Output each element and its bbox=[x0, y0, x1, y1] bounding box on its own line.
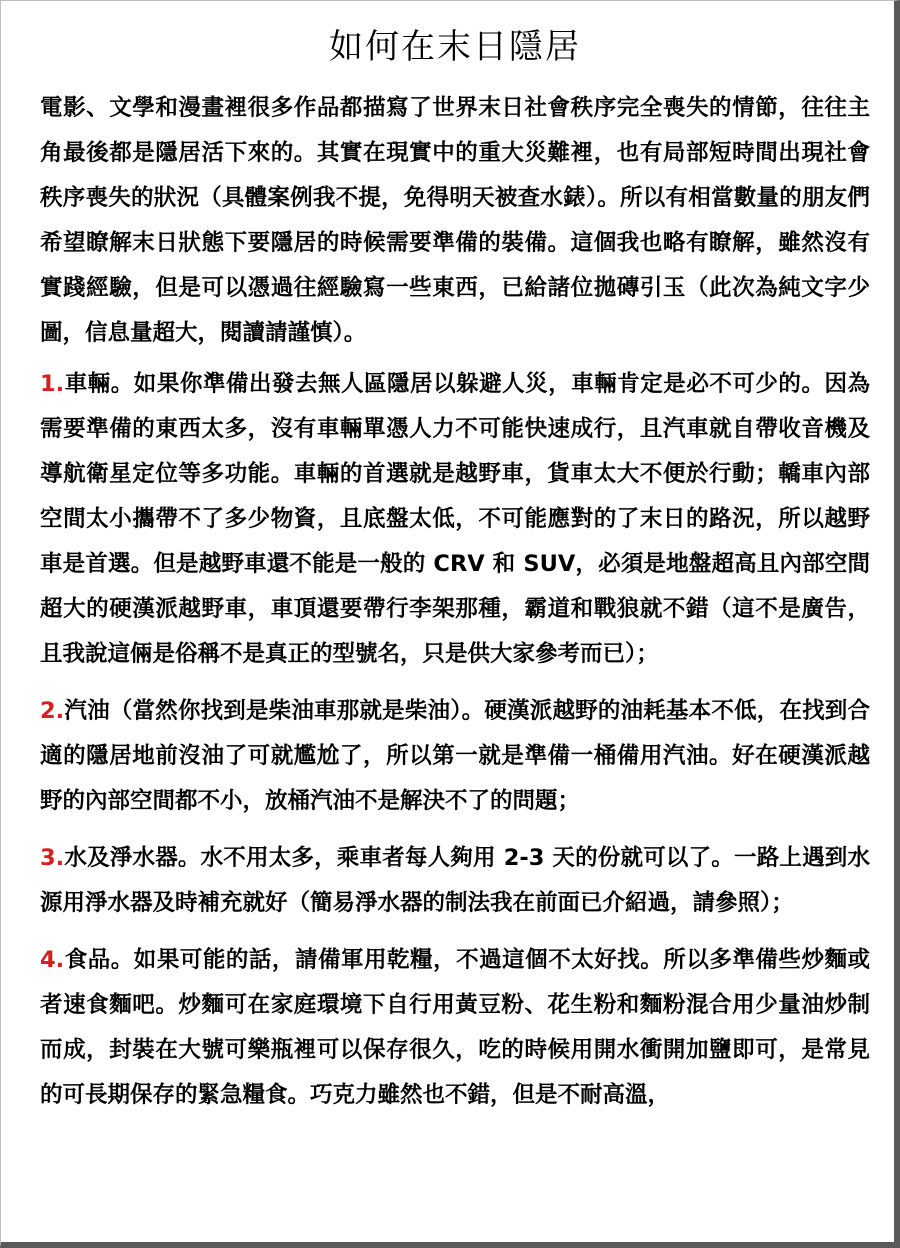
list-item-4 bbox=[40, 938, 870, 1118]
document-body bbox=[40, 22, 870, 1130]
list-item-1 bbox=[40, 362, 870, 677]
item-number: 4. bbox=[40, 947, 65, 973]
item-text: 食品。如果可能的話，請備軍用乾糧，不過這個不太好找。所以多準備些炒麵或者速食麵吧。炒麵可在家庭環境下自行用黃豆粉、花生粉和麵粉混合用少量油炒制而成，封裝在大號可樂瓶裡可以保存很久，吃的時候用開水衝開加鹽即可，是常見的可長期保存的緊急糧食。巧克力雖然也不錯，但是不耐高溫， bbox=[40, 947, 870, 1108]
item-text: 水及淨水器。水不用太多，乘車者每人夠用 2-3 天的份就可以了。一路上遇到水源用淨水器及時補充就好（簡易淨水器的制法我在前面已介紹過，請參照）； bbox=[40, 845, 870, 916]
item-number: 2. bbox=[40, 698, 65, 724]
item-number: 1. bbox=[40, 371, 65, 397]
intro-paragraph: 電影、文學和漫畫裡很多作品都描寫了世界末日社會秩序完全喪失的情節，往往主角最後都是隱居活下來的。其實在現實中的重大災難裡，也有局部短時間出現社會秩序喪失的狀況（具體案例我不提，免得明天被查水錶）。所以有相當數量的朋友們希望瞭解末日狀態下要隱居的時候需要準備的裝備。這個我也略有瞭解，雖然沒有實踐經驗，但是可以憑過往經驗寫一些東西，已給諸位拋磚引玉（此次為純文字少圖，信息量超大，閱讀請謹慎）。 bbox=[40, 95, 870, 346]
list-item-2 bbox=[40, 689, 870, 824]
list-item-3 bbox=[40, 836, 870, 926]
item-text: 車輛。如果你準備出發去無人區隱居以躲避人災，車輛肯定是必不可少的。因為需要準備的東西太多，沒有車輛單憑人力不可能快速成行，且汽車就自帶收音機及導航衛星定位等多功能。車輛的首選就是越野車，貨車太大不便於行動；轎車內部空間太小攜帶不了多少物資，且底盤太低，不可能應對的了末日的路況，所以越野車是首選。但是越野車還不能是一般的 CRV 和 SUV，必須是地盤超高且內部空間超大的硬漢派越野車，車頂還要帶行李架那種，霸道和戰狼就不錯（這不是廣告，且我說這倆是俗稱不是真正的型號名，只是供大家參考而已）； bbox=[40, 371, 870, 667]
document-title: 如何在末日隱居 bbox=[329, 27, 581, 67]
item-text: 汽油（當然你找到是柴油車那就是柴油）。硬漢派越野的油耗基本不低，在找到合適的隱居地前沒油了可就尷尬了，所以第一就是準備一桶備用汽油。好在硬漢派越野的內部空間都不小，放桶汽油不是解決不了的問題； bbox=[40, 698, 870, 814]
item-number: 3. bbox=[40, 845, 65, 871]
